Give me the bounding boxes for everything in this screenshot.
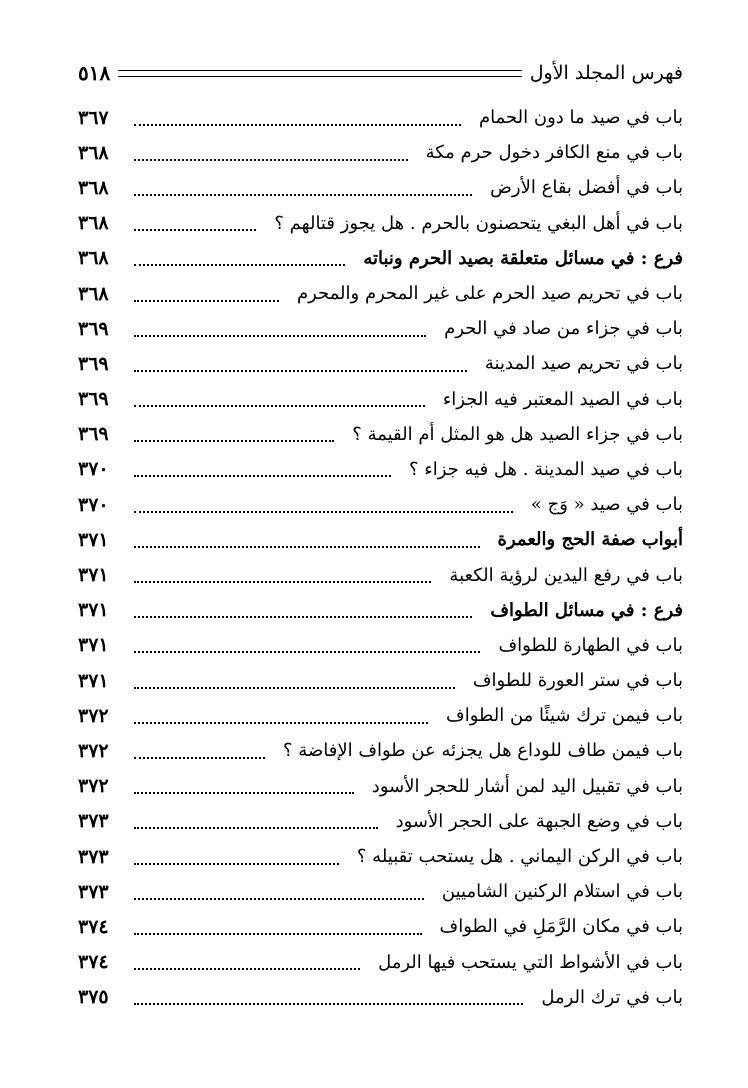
- toc-entry: [78, 417, 683, 452]
- toc-entry-title: باب في ستر العورة للطواف: [472, 670, 683, 692]
- toc-entry-page: ٣٧٥: [78, 986, 109, 1009]
- toc-entry-title: باب في الصيد المعتبر فيه الجزاء: [442, 388, 683, 410]
- toc-entry-page: ٣٧٣: [78, 845, 109, 868]
- dot-leader: [134, 461, 391, 477]
- toc-entry: [78, 346, 683, 381]
- toc-entry: [78, 839, 683, 874]
- toc-entry-page: ٣٦٨: [78, 141, 109, 164]
- toc-entry: [78, 452, 683, 487]
- toc-entry-title: باب في رفع اليدين لرؤية الكعبة: [449, 564, 683, 586]
- toc-entry-page: ٣٧٤: [78, 951, 109, 974]
- toc-entry: [78, 241, 683, 276]
- toc-entry: [78, 874, 683, 909]
- dot-leader: [134, 673, 455, 689]
- toc-entry-page: ٣٧٤: [78, 915, 109, 938]
- toc-entry-page: ٣٧١: [78, 599, 109, 622]
- dot-leader: [134, 286, 279, 302]
- toc-entry-page: ٣٦٨: [78, 282, 109, 305]
- dot-leader: [134, 989, 523, 1005]
- toc-entry-title: باب في الطهارة للطواف: [498, 634, 683, 656]
- dot-leader: [134, 849, 339, 865]
- toc-entry-page: ٣٦٨: [78, 247, 109, 270]
- table-of-contents: [78, 100, 683, 1015]
- dot-leader: [134, 145, 408, 161]
- toc-entry: [78, 628, 683, 663]
- toc-entry: [78, 663, 683, 698]
- dot-leader: [134, 321, 426, 337]
- toc-entry-page: ٣٧١: [78, 634, 109, 657]
- toc-entry-title: باب في الأشواط التي يستحب فيها الرمل: [378, 951, 683, 973]
- toc-entry-page: ٣٦٧: [78, 106, 109, 129]
- toc-entry-title: باب في وضع الجبهة على الحجر الأسود: [395, 810, 683, 832]
- toc-entry: [78, 733, 683, 768]
- dot-leader: [134, 743, 265, 759]
- dot-leader: [134, 426, 334, 442]
- dot-leader: [134, 954, 360, 970]
- toc-entry-page: ٣٦٩: [78, 423, 109, 446]
- toc-entry-page: ٣٧٣: [78, 880, 109, 903]
- dot-leader: [134, 567, 431, 583]
- toc-entry: [78, 135, 683, 170]
- toc-entry-page: ٣٧٢: [78, 704, 109, 727]
- toc-entry-page: ٣٧٢: [78, 739, 109, 762]
- toc-entry-page: ٣٧١: [78, 564, 109, 587]
- toc-entry-page: ٣٧٠: [78, 493, 109, 516]
- toc-entry: [78, 206, 683, 241]
- toc-entry-title: باب فيمن ترك شيئًا من الطواف: [446, 705, 683, 727]
- toc-entry-page: ٣٦٨: [78, 176, 109, 199]
- toc-entry-title: فرع : في مسائل متعلقة بصيد الحرم ونباته: [363, 247, 683, 269]
- toc-entry-page: ٣٦٨: [78, 212, 109, 235]
- toc-entry-page: ٣٦٩: [78, 352, 109, 375]
- dot-leader: [134, 356, 467, 372]
- dot-leader: [134, 778, 354, 794]
- toc-entry-page: ٣٧١: [78, 528, 109, 551]
- toc-entry-title: باب في تحريم صيد الحرم على غير المحرم والمحرم: [296, 283, 683, 305]
- toc-entry-title: باب في جزاء الصيد هل هو المثل أم القيمة ؟: [352, 423, 683, 445]
- toc-entry-title: باب في مكان الرَّمَلِ في الطواف: [439, 916, 683, 938]
- dot-leader: [134, 532, 480, 548]
- toc-entry: [78, 804, 683, 839]
- dot-leader: [134, 497, 513, 513]
- toc-entry: [78, 382, 683, 417]
- toc-entry-title: باب في صيد ما دون الحمام: [478, 107, 683, 129]
- toc-entry-title: باب في صيد « وَج »: [530, 494, 683, 516]
- dot-leader: [134, 708, 428, 724]
- toc-entry-title: باب في جزاء من صاد في الحرم: [444, 318, 683, 340]
- toc-entry-title: فرع : في مسائل الطواف: [490, 599, 683, 621]
- header-title: فهرس المجلد الأول: [529, 62, 683, 84]
- dot-leader: [134, 110, 461, 126]
- toc-entry-title: أبواب صفة الحج والعمرة: [497, 529, 683, 551]
- toc-entry-title: باب فيمن طاف للوداع هل يجزئه عن طواف الإفاضة ؟: [283, 740, 683, 762]
- toc-entry-page: ٣٧٢: [78, 775, 109, 798]
- toc-entry: [78, 909, 683, 944]
- toc-entry-page: ٣٧٣: [78, 810, 109, 833]
- toc-entry-title: باب في تقبيل اليد لمن أشار للحجر الأسود: [371, 775, 683, 797]
- toc-entry: [78, 311, 683, 346]
- toc-entry: [78, 945, 683, 980]
- toc-entry-title: باب في الركن اليماني . هل يستحب تقبيله ؟: [356, 846, 683, 868]
- toc-entry-page: ٣٦٩: [78, 317, 109, 340]
- header-double-rule: [118, 70, 521, 77]
- toc-entry: [78, 487, 683, 522]
- toc-entry-page: ٣٧١: [78, 669, 109, 692]
- toc-entry: [78, 980, 683, 1015]
- toc-entry-page: ٣٧٠: [78, 458, 109, 481]
- toc-entry-title: باب في أفضل بقاع الأرض: [490, 177, 683, 199]
- toc-entry-title: باب في منع الكافر دخول حرم مكة: [425, 142, 683, 164]
- dot-leader: [134, 180, 472, 196]
- header-page-number: ٥١٨: [78, 61, 111, 85]
- dot-leader: [134, 637, 480, 653]
- dot-leader: [134, 250, 345, 266]
- toc-entry: [78, 276, 683, 311]
- page-header: [78, 58, 683, 88]
- dot-leader: [134, 215, 256, 231]
- dot-leader: [134, 602, 472, 618]
- dot-leader: [134, 884, 424, 900]
- toc-entry-title: باب في استلام الركنين الشاميين: [441, 881, 683, 903]
- toc-entry: [78, 698, 683, 733]
- toc-entry-page: ٣٦٩: [78, 388, 109, 411]
- dot-leader: [134, 391, 425, 407]
- toc-entry: [78, 557, 683, 592]
- toc-entry-title: باب في ترك الرمل: [541, 986, 683, 1008]
- toc-entry: [78, 769, 683, 804]
- dot-leader: [134, 919, 422, 935]
- toc-entry: [78, 100, 683, 135]
- toc-entry: [78, 522, 683, 557]
- toc-entry: [78, 170, 683, 205]
- dot-leader: [134, 813, 378, 829]
- toc-entry-title: باب في أهل البغي يتحصنون بالحرم . هل يجوز قتالهم ؟: [274, 212, 683, 234]
- toc-entry-title: باب في صيد المدينة . هل فيه جزاء ؟: [408, 458, 683, 480]
- toc-entry-title: باب في تحريم صيد المدينة: [484, 353, 683, 375]
- toc-entry: [78, 593, 683, 628]
